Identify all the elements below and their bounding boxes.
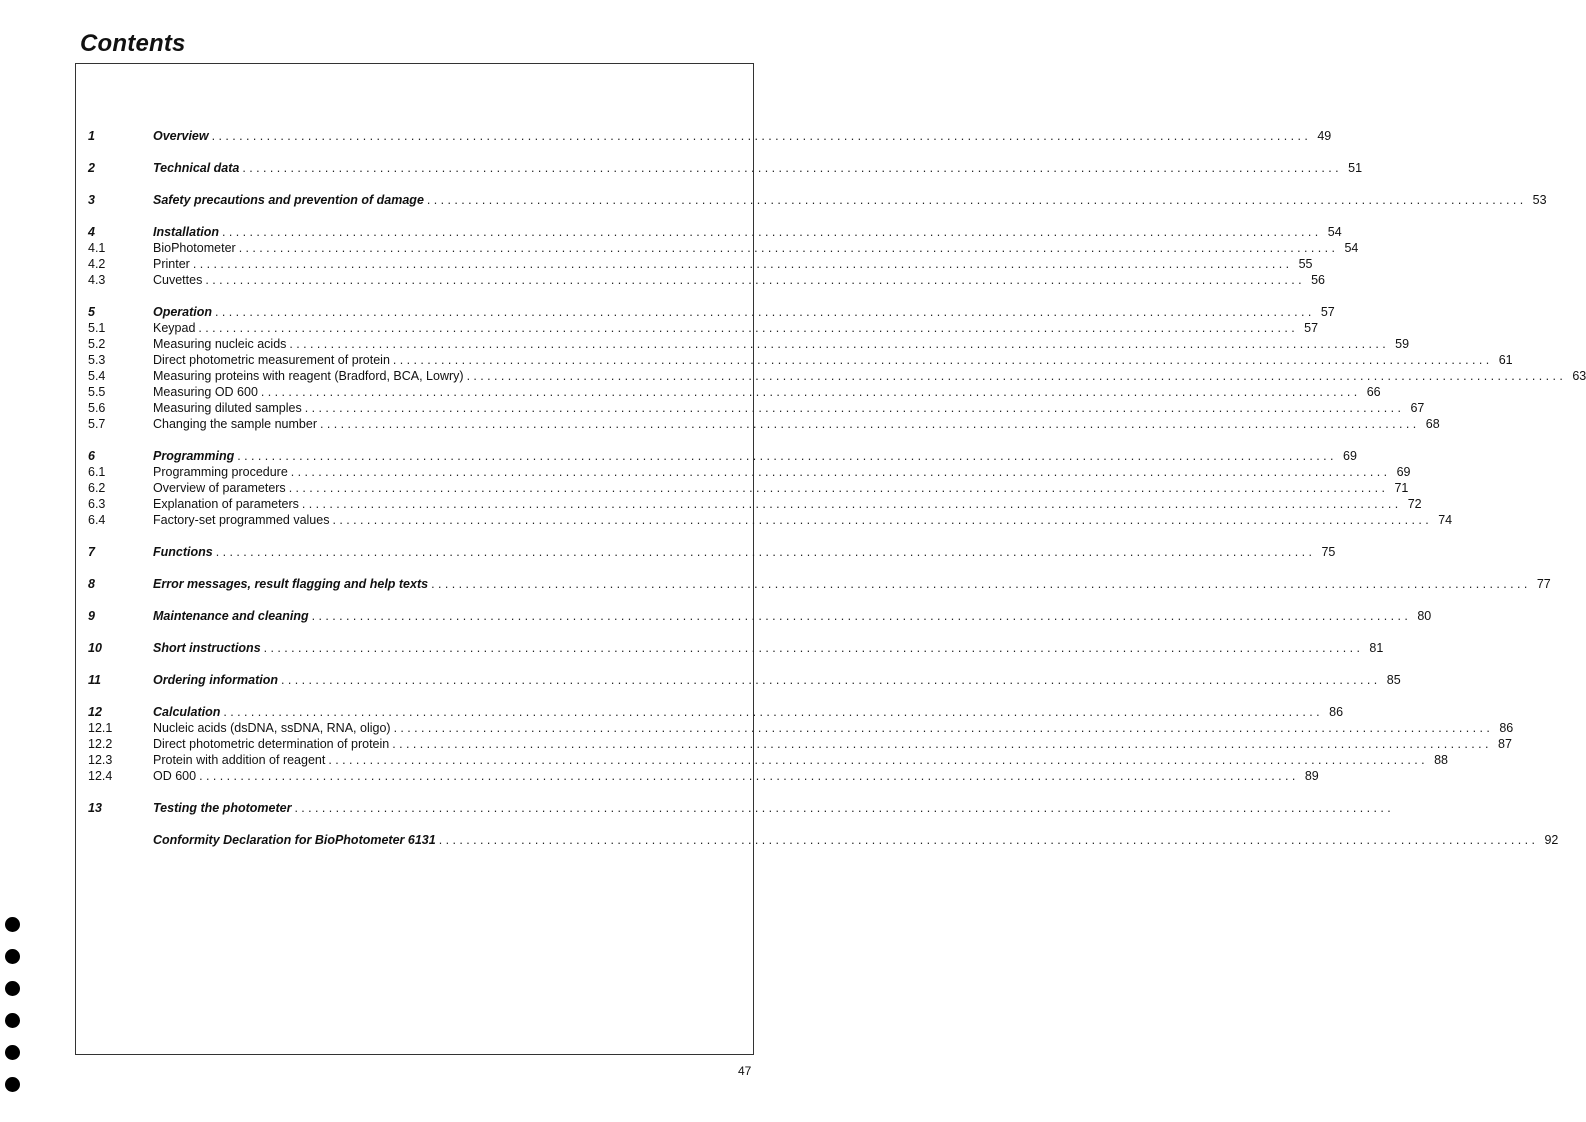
toc-entry-page: 63: [1572, 369, 1586, 383]
toc-entry: [88, 368, 1586, 384]
toc-entry-label: Operation: [153, 305, 213, 319]
toc-entry-number: 4: [88, 225, 95, 239]
toc-entry-label: Technical data: [153, 161, 240, 175]
toc-entry-page: 88: [1434, 753, 1449, 767]
toc-entry-label: Short instructions: [153, 641, 261, 655]
toc-entry-page: 53: [1532, 193, 1547, 207]
dot-leader: ................................................................................................................................................................: [205, 273, 1306, 287]
toc-entry-label: Overview: [153, 129, 209, 143]
dot-leader: ................................................................................................................................................................: [260, 385, 1361, 399]
dot-leader: ................................................................................................................................................................: [238, 241, 1339, 255]
toc-entry-page: 69: [1396, 465, 1411, 479]
toc-entry-label: BioPhotometer: [153, 241, 236, 255]
toc-entry-number: 12.1: [88, 721, 113, 735]
dot-leader: ................................................................................................................................................................: [332, 513, 1433, 527]
dot-leader: ................................................................................................................................................................: [215, 305, 1315, 319]
toc-entry: [88, 192, 1547, 208]
toc-entry: [88, 416, 1440, 432]
toc-entry-label: Error messages, result flagging and help texts: [153, 577, 429, 591]
toc-entry-label: Factory-set programmed values: [153, 513, 330, 527]
toc-entry: [88, 576, 1551, 592]
dot-leader: ................................................................................................................................................................: [211, 129, 1312, 143]
toc-entry-number: 4.2: [88, 257, 106, 271]
dot-leader: ................................................................................................................................................................: [301, 497, 1402, 511]
toc-entry-page: 59: [1395, 337, 1410, 351]
page-number: 47: [738, 1064, 752, 1078]
dot-leader: ................................................................................................................................................................: [263, 641, 1364, 655]
toc-entry: [88, 672, 1401, 688]
toc-entry: [88, 800, 1395, 816]
toc-entry: [88, 480, 1409, 496]
margin-bullet: [5, 981, 20, 996]
toc-entry-number: 6: [88, 449, 95, 463]
dot-leader: ................................................................................................................................................................: [438, 833, 1539, 847]
toc-entry-number: 5.1: [88, 321, 106, 335]
toc-entry-number: 1: [88, 129, 95, 143]
toc-entry-number: 13: [88, 801, 102, 815]
toc-entry-number: 10: [88, 641, 102, 655]
toc-entry-label: Installation: [153, 225, 219, 239]
dot-leader: ................................................................................................................................................................: [392, 353, 1493, 367]
toc-entry-page: 86: [1499, 721, 1514, 735]
toc-entry-number: 6.1: [88, 465, 106, 479]
toc-entry-number: 2: [88, 161, 95, 175]
toc-entry: [88, 496, 1422, 512]
dot-leader: ................................................................................................................................................................: [215, 545, 1316, 559]
toc-entry: [88, 544, 1336, 560]
toc-entry: [88, 128, 1332, 144]
toc-entry: [88, 224, 1342, 240]
dot-leader: ................................................................................................................................................................: [328, 753, 1429, 767]
page-title: Contents: [80, 30, 186, 57]
toc-entry-number: 12.3: [88, 753, 113, 767]
toc-entry-label: Functions: [153, 545, 213, 559]
toc-entry-label: Changing the sample number: [153, 417, 317, 431]
dot-leader: ................................................................................................................................................................: [466, 369, 1567, 383]
toc-entry-label: Testing the photometer: [153, 801, 292, 815]
dot-leader: ................................................................................................................................................................: [393, 721, 1494, 735]
toc-entry: [88, 352, 1513, 368]
margin-bullet: [5, 949, 20, 964]
margin-bullet: [5, 1013, 20, 1028]
toc-entry-label: Programming procedure: [153, 465, 288, 479]
toc-entry-label: Keypad: [153, 321, 196, 335]
dot-leader: ................................................................................................................................................................: [290, 465, 1391, 479]
dot-leader: ................................................................................................................................................................: [199, 769, 1299, 783]
margin-bullet: [5, 917, 20, 932]
dot-leader: ................................................................................................................................................................: [320, 417, 1420, 431]
toc-entry: [88, 304, 1335, 320]
toc-entry-page: 68: [1425, 417, 1440, 431]
toc-entry-label: Measuring proteins with reagent (Bradford, BCA, Lowry): [153, 369, 464, 383]
dot-leader: ................................................................................................................................................................: [426, 193, 1527, 207]
dot-leader: ................................................................................................................................................................: [289, 337, 1390, 351]
toc-entry-page: 54: [1327, 225, 1342, 239]
toc-entry-page: 72: [1407, 497, 1422, 511]
toc-entry-label: Calculation: [153, 705, 221, 719]
toc-entry-number: 6.3: [88, 497, 106, 511]
toc-entry-page: 77: [1536, 577, 1551, 591]
margin-bullets: [5, 917, 23, 1109]
toc-entry-page: 75: [1321, 545, 1336, 559]
dot-leader: ................................................................................................................................................................: [431, 577, 1531, 591]
dot-leader: ................................................................................................................................................................: [221, 225, 1322, 239]
toc-entry-page: 87: [1498, 737, 1512, 751]
toc-entry-number: 4.1: [88, 241, 106, 255]
toc-entry-number: 4.3: [88, 273, 106, 287]
toc-entry-page: 61: [1498, 353, 1513, 367]
toc-entry-page: 69: [1343, 449, 1357, 463]
toc-entry-number: 5: [88, 305, 95, 319]
toc-entry-page: 74: [1438, 513, 1453, 527]
toc-entry: [88, 512, 1453, 528]
toc-entry: [88, 608, 1432, 624]
toc-entry-label: Programming: [153, 449, 235, 463]
toc-entry: [88, 256, 1313, 272]
toc-entry-label: Conformity Declaration for BioPhotometer 6131: [153, 833, 436, 847]
toc-entry-label: Measuring nucleic acids: [153, 337, 287, 351]
dot-leader: ................................................................................................................................................................: [198, 321, 1299, 335]
toc-entry-label: Safety precautions and prevention of damage: [153, 193, 424, 207]
toc-entry-page: 80: [1417, 609, 1432, 623]
toc-entry-number: 12.2: [88, 737, 113, 751]
toc-entry: [88, 640, 1384, 656]
toc-entry-label: Printer: [153, 257, 190, 271]
toc-entry-label: Explanation of parameters: [153, 497, 299, 511]
toc-entry-number: 8: [88, 577, 95, 591]
toc-entry-page: 55: [1298, 257, 1313, 271]
toc-entry: [88, 768, 1319, 784]
toc-entry-number: 12.4: [88, 769, 113, 783]
dot-leader: ................................................................................................................................................................: [294, 801, 1395, 815]
toc-entry-label: Nucleic acids (dsDNA, ssDNA, RNA, oligo): [153, 721, 391, 735]
dot-leader: ................................................................................................................................................................: [311, 609, 1412, 623]
toc-entry-page: 56: [1311, 273, 1326, 287]
toc-entry: [88, 736, 1512, 752]
toc-entry: [88, 320, 1319, 336]
dot-leader: ................................................................................................................................................................: [242, 161, 1343, 175]
toc-entry-label: Maintenance and cleaning: [153, 609, 309, 623]
toc-entry-number: 5.3: [88, 353, 106, 367]
toc-entry-page: 85: [1386, 673, 1401, 687]
toc-entry-number: 5.4: [88, 369, 106, 383]
toc-entry-page: 86: [1329, 705, 1344, 719]
toc-entry-label: Protein with addition of reagent: [153, 753, 326, 767]
toc-entry-number: 6.2: [88, 481, 106, 495]
toc-entry: [88, 752, 1449, 768]
toc-entry-number: 7: [88, 545, 95, 559]
toc-entry: [88, 272, 1326, 288]
toc-entry-page: 57: [1320, 305, 1335, 319]
toc-entry: [88, 384, 1381, 400]
toc-entry-label: Direct photometric determination of protein: [153, 737, 390, 751]
dot-leader: ................................................................................................................................................................: [392, 737, 1492, 751]
toc-entry-label: Ordering information: [153, 673, 278, 687]
margin-bullet: [5, 1045, 20, 1060]
toc-entry: [88, 720, 1514, 736]
toc-entry-number: 12: [88, 705, 102, 719]
toc-entry-page: 92: [1544, 833, 1559, 847]
dot-leader: ................................................................................................................................................................: [281, 673, 1381, 687]
dot-leader: ................................................................................................................................................................: [237, 449, 1337, 463]
toc-entry-number: 11: [88, 673, 101, 687]
toc-entry-page: 54: [1344, 241, 1359, 255]
toc-entry-label: Measuring diluted samples: [153, 401, 302, 415]
toc-entry-page: 67: [1410, 401, 1425, 415]
dot-leader: ................................................................................................................................................................: [223, 705, 1324, 719]
toc-entry-page: 51: [1348, 161, 1363, 175]
toc-entry-number: 9: [88, 609, 95, 623]
toc-entry-page: 71: [1394, 481, 1409, 495]
toc-entry-page: 66: [1366, 385, 1381, 399]
toc-entry: [88, 448, 1357, 464]
toc-entry-page: 49: [1317, 129, 1332, 143]
toc-entry-page: 57: [1304, 321, 1319, 335]
toc-entry-label: OD 600: [153, 769, 197, 783]
toc-entry: [88, 400, 1425, 416]
toc-entry-page: 81: [1369, 641, 1384, 655]
toc-entry-number: 6.4: [88, 513, 106, 527]
toc-entry-number: 5.2: [88, 337, 106, 351]
toc-entry-label: Cuvettes: [153, 273, 203, 287]
toc-entry-label: Measuring OD 600: [153, 385, 258, 399]
dot-leader: ................................................................................................................................................................: [288, 481, 1389, 495]
toc-entry-number: 5.6: [88, 401, 106, 415]
dot-leader: ................................................................................................................................................................: [304, 401, 1405, 415]
dot-leader: ................................................................................................................................................................: [192, 257, 1293, 271]
toc-entry-label: Overview of parameters: [153, 481, 286, 495]
toc-entry: [88, 464, 1411, 480]
toc-entry: [88, 336, 1410, 352]
margin-bullet: [5, 1077, 20, 1092]
toc-entry-number: 5.5: [88, 385, 106, 399]
toc-entry-page: 89: [1304, 769, 1319, 783]
toc-entry: [88, 160, 1363, 176]
toc-entry: [88, 240, 1359, 256]
toc-entry-number: 5.7: [88, 417, 106, 431]
toc-entry: [88, 704, 1344, 720]
toc-entry-number: 3: [88, 193, 95, 207]
toc-entry: [88, 832, 1559, 848]
toc-entry-label: Direct photometric measurement of protein: [153, 353, 390, 367]
